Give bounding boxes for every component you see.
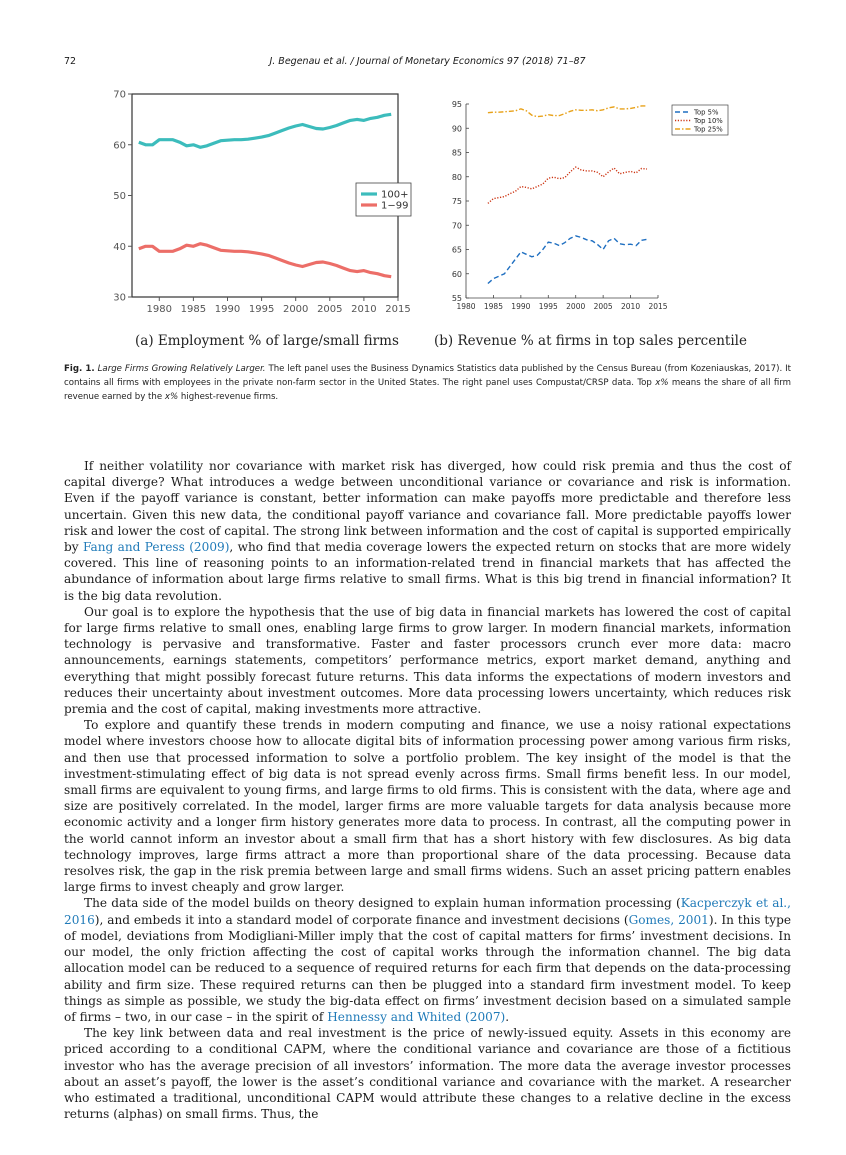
citation-link[interactable]: Fang and Peress (2009) [82,540,230,555]
paragraph-text: Our goal is to explore the hypothesis that the use of big data in financial markets has lowered the cost of capital for large firms relative to small ones, enabling large firms to grow larger. In modern financial markets, information technology is pervasive and transformative. Faster and faster processors crunch ever more data: macro announcements, earnings statements, competitors’ performance metrics, export market demand, anything and everything that might possibly forecast future returns. This data informs the expectations of modern investors and reduces their uncertainty about investment outcomes. More data processing lowers uncertainty, which reduces risk premia and the cost of capital, making investments more attractive. [64,604,791,717]
subcaption-b: (b) Revenue % at firms in top sales percentile [434,333,747,349]
x-tick-label: 1995 [538,302,558,311]
x-tick-label: 2005 [593,302,613,311]
body-text [64,458,791,1122]
paragraph [64,604,791,717]
running-header [64,56,791,70]
caption-var: x% [164,392,179,402]
employment-chart [100,89,411,322]
paragraph-text: . [505,1009,510,1024]
caption-text: highest-revenue firms. [178,392,279,402]
y-tick-label: 85 [451,148,462,158]
citation-link[interactable]: Kacperczyk et al., 2016 [64,896,791,927]
paragraph-text: ). In this type of model, deviations from Modigliani-Miller imply that the cost of capital matters for firms’ investment decisions. In our model, the only friction affecting the cost of capital works through the information channel. The big data allocation model can be reduced to a sequence of required returns for each firm that depends on the data-processing ability and firm size. These required returns can then be plugged into a standard firm investment model. To keep things as simple as possible, we study the big-data effect on firms’ investment decision based on a simulated sample of firms – two, in our case – in the spirit of [64,912,791,1024]
x-tick-label: 1980 [456,302,476,311]
x-tick-label: 1980 [146,304,173,315]
figure-label: Fig. 1. [64,364,95,374]
paragraph [64,717,791,895]
series-line [488,236,647,284]
legend-label: 1−99 [381,200,409,212]
x-tick-label: 2015 [385,304,411,315]
y-tick-label: 75 [451,197,462,206]
y-tick-label: 65 [451,245,462,255]
paragraph-text: ), and embeds it into a standard model of corporate finance and investment decisions ( [94,912,629,927]
y-tick-label: 70 [113,89,126,101]
paragraph-text: The key link between data and real investment is the price of newly-issued equity. Assets in this economy are priced according to a conditional CAPM, where the conditional variance and covariance are those of a fictitious investor who has the average precision of all investors’ information. The more data the average investor processes about an asset’s payoff, the lower is the asset’s conditional variance and covariance with the market. A researcher who estimated a traditional, unconditional CAPM would attribute these changes to a relative decline in the excess returns (alphas) on small firms. Thus, the [64,1026,791,1122]
y-tick-label: 80 [451,172,462,182]
subcaption-a: (a) Employment % of large/small firms [135,333,399,349]
caption-text: means the share of all firm revenue earned by the [64,378,791,402]
citation-link[interactable]: Gomes, 2001 [628,912,709,927]
citation-link[interactable]: Hennessy and Whited (2007) [327,1009,506,1024]
x-tick-label: 2000 [282,304,309,315]
page-number: 72 [64,56,77,67]
legend-label: Top 25% [694,125,723,134]
revenue-chart [440,97,723,322]
figure-caption [64,362,791,404]
caption-var: x% [655,378,669,388]
x-tick-label: 2010 [621,302,641,311]
y-tick-label: 70 [451,221,462,231]
x-tick-label: 2000 [566,302,586,311]
y-tick-label: 60 [113,140,126,152]
legend-label: 100+ [381,189,409,201]
x-tick-label: 2005 [317,304,343,315]
x-tick-label: 1995 [248,304,275,315]
y-tick-label: 30 [113,292,126,304]
journal-citation: J. Begenau et al. / Journal of Monetary Economics 97 (2018) 71–87 [269,56,586,67]
y-tick-label: 55 [451,294,462,303]
series-line [488,106,647,117]
paragraph [64,1025,791,1122]
figure-title: Large Firms Growing Relatively Larger. [97,364,266,374]
x-tick-label: 1985 [180,304,207,315]
y-tick-label: 95 [451,100,462,109]
y-tick-label: 40 [113,241,126,253]
caption-text: The left panel uses the Business Dynamics Statistics data published by the Census Bureau (from Kozeniauskas, 2017). It contains all firms with employees in the private non-farm sector in the United States. The right panel uses Compustat/CRSP data. Top [64,364,792,388]
paragraph-text: To explore and quantify these trends in modern computing and finance, we use a noisy rational expectations model where investors choose how to allocate digital bits of information processing power among various firm risks, and then use that processed information to solve a portfolio problem. The key insight of the model is that the investment-stimulating effect of big data is not spread evenly across firms. Small firms benefit less. In our model, small firms are equivalent to young firms, and large firms to old firms. This is consistent with the data, where age and size are positively correlated. In the model, larger firms are more valuable targets for data analysis because more economic activity and a longer firm history generates more data to process. In contrast, all the computing power in the world cannot inform an investor about a small firm that has a short history with few disclosures. As big data technology improves, large firms attract a more than proportional share of the data processing. Because data resolves risk, the gap in the risk premia between large and small firms widens. Such an asset pricing pattern enables large firms to invest cheaply and grow larger. [64,718,791,895]
paragraph-text: The data side of the model builds on theory designed to explain human information processing ( [84,896,681,911]
x-tick-label: 1990 [214,304,241,315]
x-tick-label: 2010 [351,304,377,315]
legend-label: Top 10% [694,117,723,125]
paragraph [64,895,791,1025]
paragraph [64,458,791,604]
y-tick-label: 50 [113,191,126,202]
y-tick-label: 90 [451,124,462,134]
paragraph-text: If neither volatility nor covariance with market risk has diverged, how could risk premia and thus the cost of capital diverge? What introduces a wedge between unconditional variance or covariance and risk is information. Even if the payoff variance is constant, better information can make payoffs more predictable and therefore less uncertain. Given this new data, the conditional payoff variance and covariance fall. More predictable payoffs lower risk and lower the cost of capital. The strong link between information and the cost of capital is supported empirically by [64,459,791,555]
x-tick-label: 1990 [511,302,531,311]
y-tick-label: 60 [451,269,462,279]
x-tick-label: 1985 [483,302,503,311]
legend-label: Top 5% [694,108,719,117]
paragraph-text: , who find that media coverage lowers the expected return on stocks that are more widely covered. This line of reasoning points to an information-related trend in financial markets that has affected the abundance of information about large firms relative to small firms. What is this big trend in financial information? It is the big data revolution. [64,540,791,603]
x-tick-label: 2015 [648,302,668,311]
series-line [488,167,647,203]
